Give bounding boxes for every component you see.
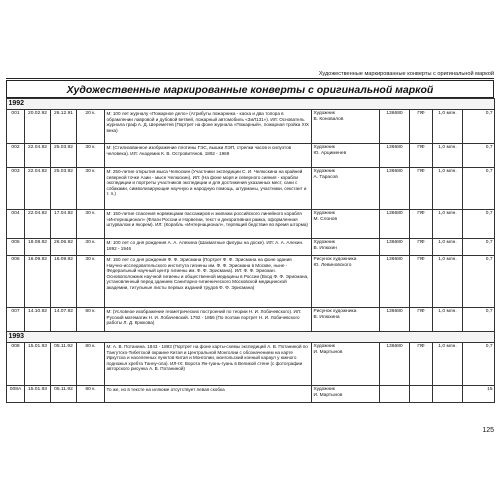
entry-circulation: 1,0 млн. [433, 343, 463, 386]
entry-value: 0,7 [463, 110, 495, 144]
entry-artist [312, 308, 380, 332]
entry-description: М: А. В. Потанина. 1843 - 1893 (Портрет на фоне карты-схемы экспедиций А. В. Потаниной по Тангутско-Тибетской окраине Китая и Центральной Монголии с обозначением на карте Иркутска и населенных пунктов Китая и Монголии, монгольский конный караул у южного подножья хребта Танну-ола). ИЛ-IX: Ворота Ян-гуань-гуань в Великой стене (с фотографии авторского рисунка А. В. Потаниной) [105, 343, 312, 386]
entry-circulation: 1,0 млн. [433, 308, 463, 332]
year-heading: 1993 [7, 332, 495, 343]
entry-price: 80 к. [77, 343, 105, 386]
entry-number: 003 [7, 168, 25, 210]
entry-number: 008А [7, 386, 25, 403]
entry-order-number: 136680 [380, 144, 410, 168]
issue-date: 15.01.93 [25, 343, 51, 386]
table-row [7, 308, 495, 332]
entry-circulation: 1,0 млн. [433, 144, 463, 168]
catalog-body [7, 99, 495, 403]
entry-price: 30 к. [77, 168, 105, 210]
table-row [7, 239, 495, 256]
issue-date: 14.10.92 [25, 308, 51, 332]
entry-artist [312, 144, 380, 168]
artist-label: Художник [313, 344, 335, 349]
entry-value: 0,7 [463, 168, 495, 210]
issue-date: 16.09.92 [25, 256, 51, 308]
artist-label: Художник [313, 169, 335, 174]
artist-name: В. Коновалов [313, 116, 344, 122]
artist-name: Ю. Арцименев [313, 150, 347, 156]
catalog-table [6, 98, 495, 403]
entry-order-number: 136680 [380, 210, 410, 239]
table-row [7, 386, 495, 403]
artist-name: М. Слонов [313, 216, 338, 222]
entry-number: 001 [7, 110, 25, 144]
entry-price: 30 к. [77, 144, 105, 168]
entry-paper: ПФ [410, 256, 433, 308]
approval-date: 14.07.92 [51, 308, 77, 332]
entry-paper: ПФ [410, 168, 433, 210]
approval-date: 25.03.92 [51, 144, 77, 168]
artist-label: Художник [313, 240, 335, 245]
entry-order-number: 136680 [380, 308, 410, 332]
issue-date: 22.04.92 [25, 168, 51, 210]
entry-paper: ПФ [410, 210, 433, 239]
entry-order-number: 136680 [380, 168, 410, 210]
year-row [7, 99, 495, 110]
year-row [7, 332, 495, 343]
entry-circulation: 1,0 млн. [433, 110, 463, 144]
issue-date: 22.04.92 [25, 210, 51, 239]
entry-value: 0,7 [463, 210, 495, 239]
entry-order-number [380, 386, 410, 403]
approval-date: 16.09.92 [51, 256, 77, 308]
entry-number: 006 [7, 256, 25, 308]
entry-description: М: 150 лет со дня рождения Ф. Ф. Эрисмана (Портрет Ф. Ф. Эрисмана на фоне здания Научно-исследовательского института гигиены им. Ф. Ф. Эрисмана в Москве, ныне - Федеральный научный центр гигиены им. Ф. Ф. Эрисмана). ИЛ: Ф. Ф. Эрисман. Основоположник научной гигиены и общественной медицины в России (Вход Ф. Ф. Эрисмана, установленный перед зданием Санитарно-гигиенического Московской медицинской академии, титульные листы первых изданий трудов Ф. Ф. Эрисмана) [105, 256, 312, 308]
entry-artist [312, 343, 380, 386]
entry-circulation: 1,0 млн. [433, 256, 463, 308]
entry-paper: ПФ [410, 144, 433, 168]
table-row [7, 110, 495, 144]
entry-description: М: (Стилизованное изображение плотины ГЭС, вышки ЛЭП, стрелки часов и силуэтов человека). ИЛ: Академик К. В. Островитянов. 1892 - 1969 [105, 144, 312, 168]
entry-value: 15 [463, 386, 495, 403]
page-title: Художественные маркированные конверты с оригинальной маркой [6, 80, 494, 98]
artist-name: И. Мартынов [313, 349, 343, 355]
running-head: Художественные маркированные конверты с оригинальной маркой [6, 71, 494, 79]
entry-value: 0,7 [463, 256, 495, 308]
artist-name: И. Мартынов [313, 392, 343, 398]
entry-value: 0,7 [463, 239, 495, 256]
entry-number: 004 [7, 210, 25, 239]
artist-label: Художник [313, 111, 335, 116]
approval-date: 05.11.92 [51, 343, 77, 386]
entry-artist [312, 239, 380, 256]
entry-description: М: 150-летие спасения норвежцами пассажиров и экипажа российского линейного корабля «Интернационал» (Флаги России и Норвегии, текст и декоративная рамка, оформленная штурвалом и якорем). ИЛ: (Корабль «Интернационал», терпящий бедствие во время шторма) [105, 210, 312, 239]
entry-order-number: 136680 [380, 110, 410, 144]
entry-value: 0,7 [463, 308, 495, 332]
artist-name: Ю. Левиновского [313, 262, 352, 268]
entry-circulation [433, 386, 463, 403]
entry-circulation: 1,0 млн. [433, 239, 463, 256]
artist-label: Художник [313, 387, 335, 392]
entry-artist [312, 168, 380, 210]
year-heading: 1992 [7, 99, 495, 110]
table-row [7, 144, 495, 168]
issue-date: 18.08.92 [25, 239, 51, 256]
entry-circulation: 1,0 млн. [433, 168, 463, 210]
entry-description: М: 100 лет со дня рождения А. А. Алехина (Шахматные фигуры на доске). ИЛ: А. А. Алехин. 1892 - 1946 [105, 239, 312, 256]
table-row [7, 256, 495, 308]
issue-date: 20.02.92 [25, 110, 51, 144]
entry-price: 80 к. [77, 386, 105, 403]
entry-price: 30 к. [77, 210, 105, 239]
artist-label: Художник [313, 145, 335, 150]
artist-name: А. Тарасов [313, 174, 338, 180]
approval-date: 17.04.92 [51, 210, 77, 239]
approval-date: 26.12.91 [51, 110, 77, 144]
issue-date: 15.01.93 [25, 386, 51, 403]
table-row [7, 168, 495, 210]
entry-value: 0,7 [463, 144, 495, 168]
entry-paper [410, 386, 433, 403]
entry-artist [312, 110, 380, 144]
page-number: 125 [482, 427, 494, 434]
artist-label: Рисунок художника [313, 257, 357, 262]
entry-price: 20 к. [77, 110, 105, 144]
entry-price: 30 к. [77, 256, 105, 308]
artist-label: Художник [313, 211, 335, 216]
issue-date: 22.04.92 [25, 144, 51, 168]
approval-date: 05.11.92 [51, 386, 77, 403]
entry-price: 30 к. [77, 239, 105, 256]
artist-name: В. Илюхин [313, 245, 337, 251]
entry-artist [312, 256, 380, 308]
entry-paper: ПФ [410, 343, 433, 386]
entry-paper: ПФ [410, 110, 433, 144]
entry-value: 0,7 [463, 343, 495, 386]
entry-order-number: 136680 [380, 256, 410, 308]
entry-number: 007 [7, 308, 25, 332]
entry-description: М: 100 лет журналу «Пожарное дело» (Атрибуты пожарника - каска и два топора в обрамлении лавровой и дубовой ветвей, пожарный автомобиль «ЗиЛ131»). ИЛ: Основатель журнала граф А. Д. Шереметев (Портрет на фоне журнала «Пожарный», пожарная тройка XIX века) [105, 110, 312, 144]
approval-date: 25.03.92 [51, 168, 77, 210]
entry-order-number: 136680 [380, 239, 410, 256]
table-row [7, 210, 495, 239]
artist-name: В. Илюхина [313, 314, 340, 320]
entry-description: М: 250-летие открытия мыса Челюскин (Участники экспедиции С. И. Челюскина на крайней северной точке Азии - мысе Челюскин). ИЛ: (На фоне моря и северного сияния - корабли экспедиции и портреты участников экспедиции и для достижения указанных мест, сани с собаками, символизирующие научную и народную помощь, штурманы, участники, секстант и т. п.) [105, 168, 312, 210]
entry-artist [312, 210, 380, 239]
entry-description: То же, но в тексте на иллюме отсутствует левая скобка [105, 386, 312, 403]
entry-paper: ПФ [410, 308, 433, 332]
entry-price: 80 к. [77, 308, 105, 332]
table-row [7, 343, 495, 386]
entry-number: 005 [7, 239, 25, 256]
entry-number: 002 [7, 144, 25, 168]
entry-artist [312, 386, 380, 403]
approval-date: 26.06.92 [51, 239, 77, 256]
entry-description: М: (Условное изображение геометрических построений по теории Н. И. Лобачевского). ИЛ: Русский математик Н. И. Лобачевский. 1792 - 1856 (По поэтам портрет Н. И. Лобачевского работы Л. Д. Крюкова) [105, 308, 312, 332]
artist-label: Рисунок художника [313, 309, 357, 314]
entry-circulation: 1,0 млн. [433, 210, 463, 239]
entry-number: 008 [7, 343, 25, 386]
entry-paper: ПФ [410, 239, 433, 256]
entry-order-number: 136680 [380, 343, 410, 386]
